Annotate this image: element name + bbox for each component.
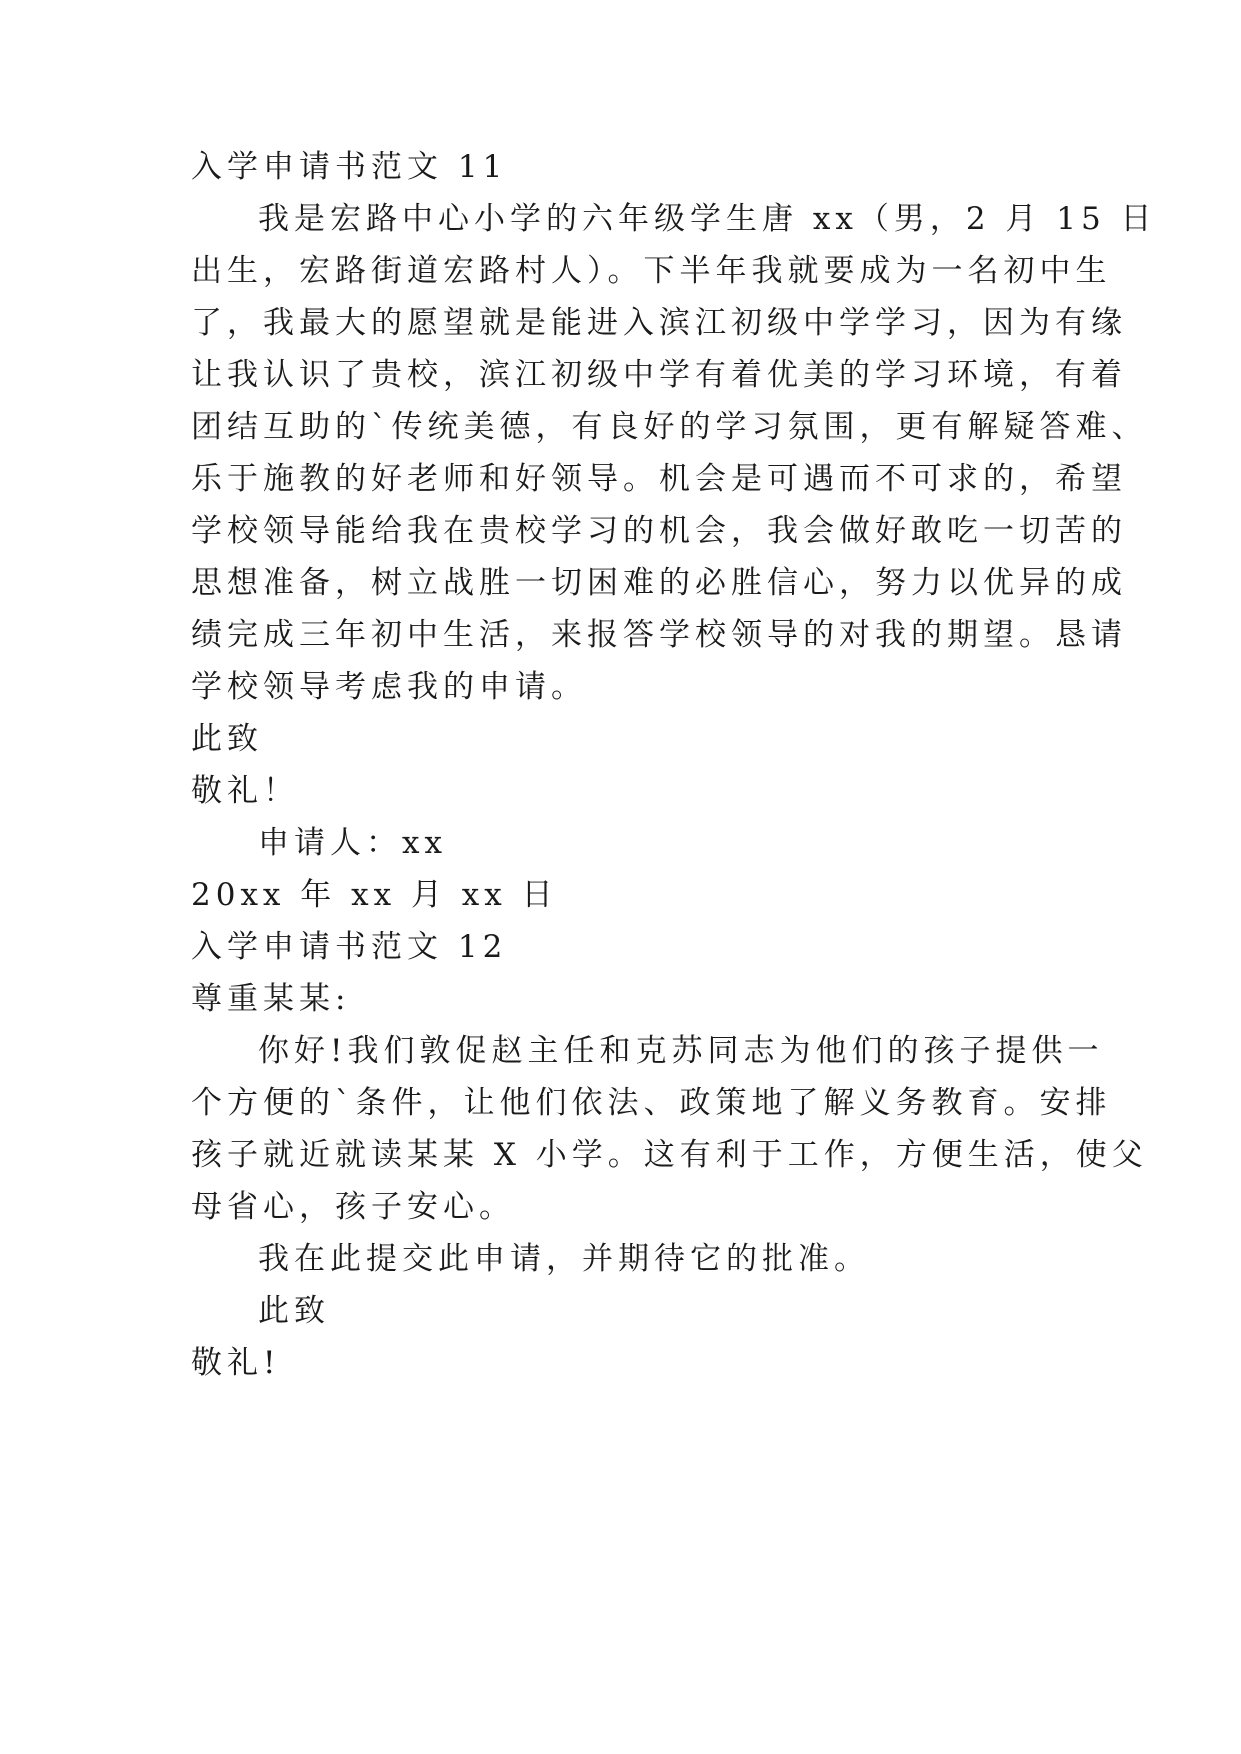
letter11-date: 20xx 年 xx 月 xx 日 — [191, 877, 558, 913]
letter11-body-line: 绩完成三年初中生活，来报答学校领导的对我的期望。恳请 — [191, 617, 1127, 653]
letter11-applicant: 申请人：xx — [258, 825, 447, 861]
letter12-salute: 敬礼! — [191, 1345, 281, 1381]
letter12-title: 入学申请书范文 12 — [191, 929, 508, 965]
letter11-body-line: 团结互助的`传统美德，有良好的学习氛围，更有解疑答难、 — [191, 409, 1148, 445]
letter11-body-line: 让我认识了贵校，滨江初级中学有着优美的学习环境，有着 — [191, 357, 1127, 393]
letter11-salute: 敬礼！ — [191, 773, 299, 809]
letter11-body-line: 学校领导考虑我的申请。 — [191, 669, 587, 705]
letter11-body-line: 学校领导能给我在贵校学习的机会，我会做好敢吃一切苦的 — [191, 513, 1127, 549]
letter11-closing: 此致 — [191, 721, 263, 757]
letter12-submit-line: 我在此提交此申请，并期待它的批准。 — [258, 1241, 870, 1277]
letter12-body-line: 你好!我们敦促赵主任和克苏同志为他们的孩子提供一 — [258, 1033, 1104, 1069]
letter12-body-line: 孩子就近就读某某 X 小学。这有利于工作，方便生活，使父 — [191, 1137, 1148, 1173]
letter11-body-line: 我是宏路中心小学的六年级学生唐 xx（男，2 月 15 日 — [258, 201, 1157, 237]
letter11-title: 入学申请书范文 11 — [191, 149, 508, 185]
letter12-body-line: 个方便的`条件，让他们依法、政策地了解义务教育。安排 — [191, 1085, 1112, 1121]
letter12-greeting: 尊重某某: — [191, 981, 351, 1017]
letter12-body-line: 母省心，孩子安心。 — [191, 1189, 515, 1225]
letter11-body-line: 思想准备，树立战胜一切困难的必胜信心，努力以优异的成 — [191, 565, 1127, 601]
letter11-body-line: 乐于施教的好老师和好领导。机会是可遇而不可求的，希望 — [191, 461, 1127, 497]
letter11-body-line: 出生，宏路街道宏路村人）。下半年我就要成为一名初中生 — [191, 253, 1112, 289]
letter11-body-line: 了，我最大的愿望就是能进入滨江初级中学学习，因为有缘 — [191, 305, 1127, 341]
letter12-closing: 此致 — [258, 1293, 330, 1329]
